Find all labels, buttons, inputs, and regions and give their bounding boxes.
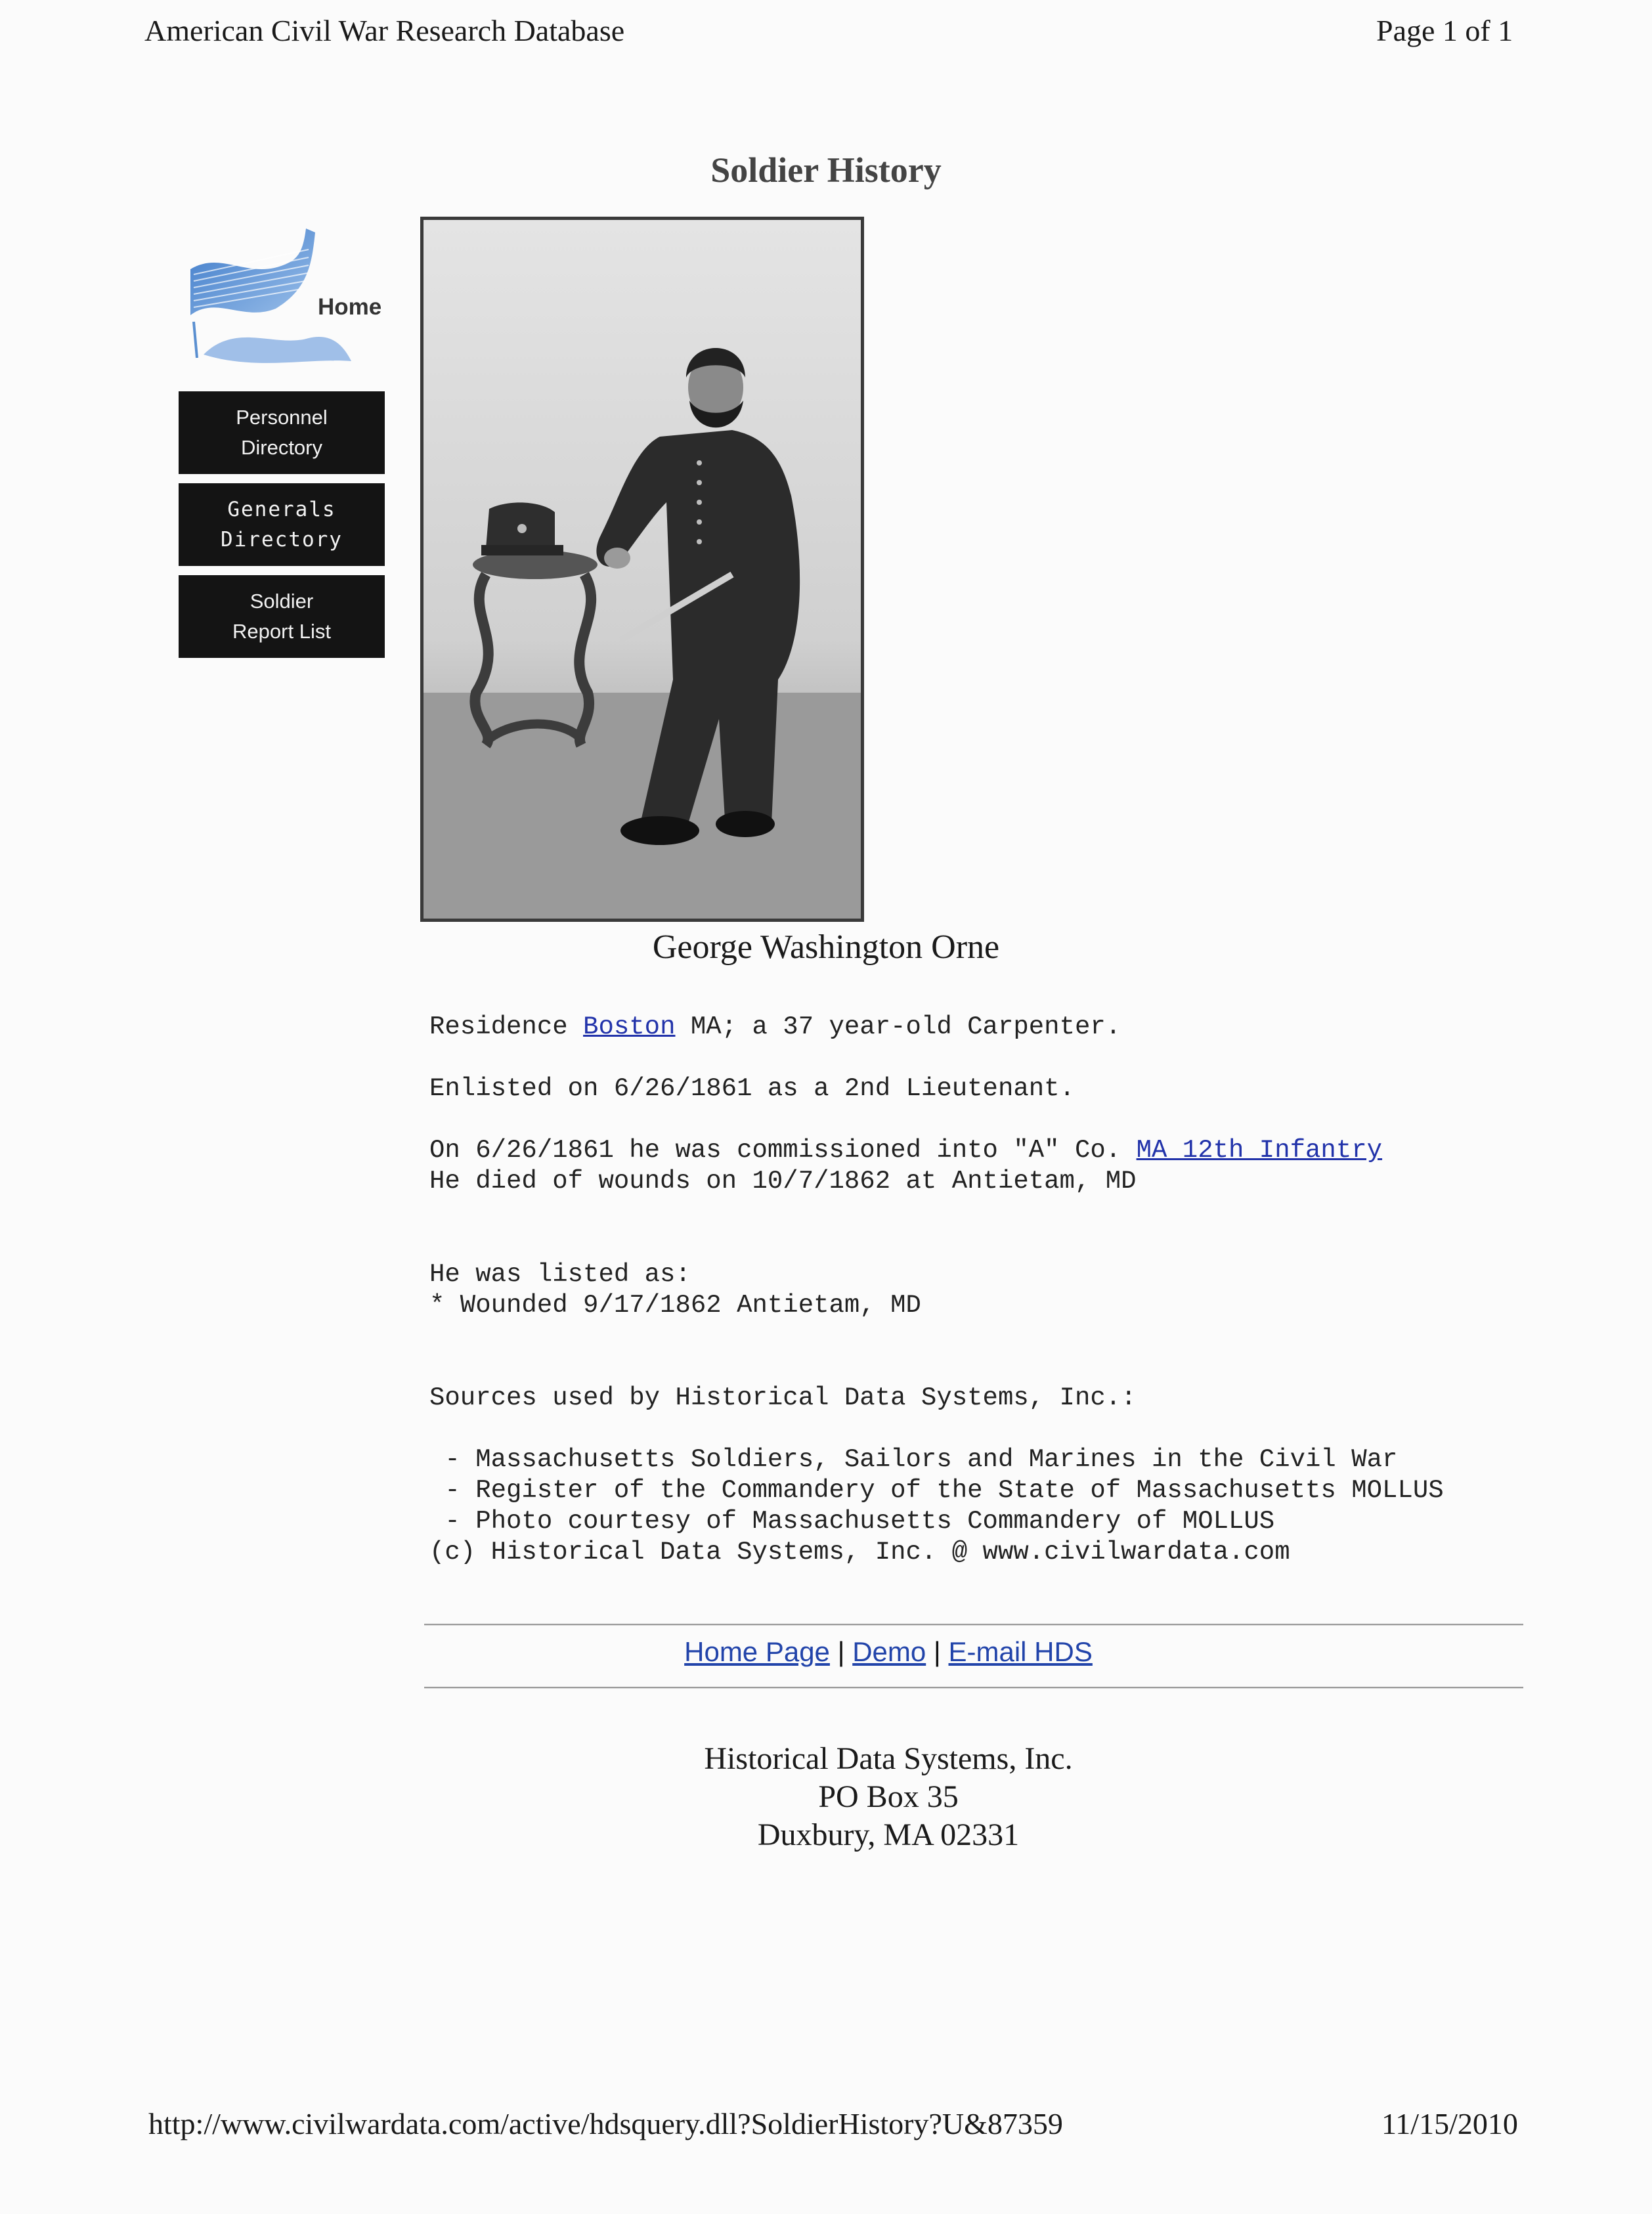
button-label-line1: Soldier — [250, 590, 314, 613]
enlisted-line: Enlisted on 6/26/1861 as a 2nd Lieutenant. — [429, 1074, 1075, 1103]
source-item: - Register of the Commandery of the State of Massachusetts MOLLUS — [429, 1476, 1444, 1505]
po-box: PO Box 35 — [818, 1779, 959, 1814]
divider-bottom — [424, 1687, 1523, 1689]
home-page-link[interactable]: Home Page — [684, 1636, 830, 1667]
link-separator: | — [933, 1636, 941, 1667]
copyright-line: (c) Historical Data Systems, Inc. @ www.civilwardata.com — [429, 1538, 1290, 1567]
link-separator: | — [837, 1636, 845, 1667]
company-address — [0, 1740, 1652, 1854]
death-line: He died of wounds on 10/7/1862 at Antietam, MD — [429, 1167, 1137, 1196]
email-hds-link[interactable]: E-mail HDS — [948, 1636, 1093, 1667]
button-label-line1: Personnel — [236, 406, 328, 429]
button-label-line2: Directory — [240, 436, 322, 459]
generals-directory-button[interactable] — [179, 483, 385, 566]
soldier-portrait-photo — [420, 217, 864, 922]
demo-link[interactable]: Demo — [852, 1636, 926, 1667]
soldier-name: George Washington Orne — [652, 928, 1000, 966]
sources-header: Sources used by Historical Data Systems, Inc.: — [429, 1383, 1137, 1412]
commission-prefix: On 6/26/1861 he was commissioned into "A" Co. — [429, 1136, 1137, 1165]
soldier-report-list-button[interactable] — [179, 575, 385, 658]
source-item: - Massachusetts Soldiers, Sailors and Marines in the Civil War — [429, 1445, 1398, 1474]
button-label-line2: Report List — [232, 620, 331, 643]
residence-prefix: Residence — [429, 1012, 584, 1041]
residence-suffix: MA; a 37 year-old Carpenter. — [675, 1012, 1121, 1041]
personnel-directory-button[interactable] — [179, 391, 385, 474]
database-title: American Civil War Research Database — [144, 14, 625, 47]
print-footer-date: 11/15/2010 — [1381, 2107, 1518, 2140]
listed-as-item: * Wounded 9/17/1862 Antietam, MD — [429, 1291, 921, 1320]
commission-line — [429, 1136, 1382, 1165]
unit-link[interactable]: MA 12th Infantry — [1136, 1136, 1383, 1165]
divider-top — [424, 1624, 1523, 1626]
listed-as-header: He was listed as: — [429, 1260, 691, 1289]
home-link[interactable]: Home — [318, 294, 382, 320]
button-label-line2: Directory — [221, 528, 343, 552]
page-indicator: Page 1 of 1 — [1376, 14, 1513, 47]
residence-line — [429, 1012, 1121, 1041]
print-footer-url: http://www.civilwardata.com/active/hdsquery.dll?SoldierHistory?U&87359 — [148, 2107, 1063, 2140]
page-title: Soldier History — [710, 150, 942, 190]
footer-links — [0, 1636, 1652, 1668]
company-name: Historical Data Systems, Inc. — [704, 1741, 1073, 1776]
source-item: - Photo courtesy of Massachusetts Commandery of MOLLUS — [429, 1507, 1275, 1536]
residence-city-link[interactable]: Boston — [583, 1012, 676, 1041]
button-label-line1: Generals — [227, 498, 336, 521]
city-state-zip: Duxbury, MA 02331 — [757, 1817, 1020, 1852]
